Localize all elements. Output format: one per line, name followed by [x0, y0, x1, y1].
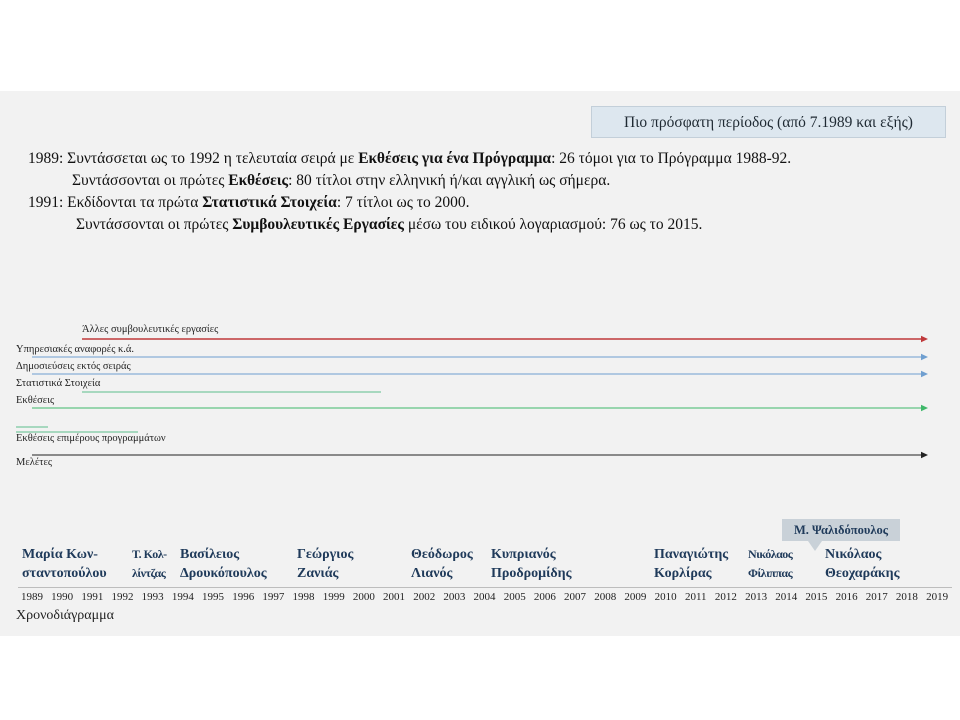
chronology-highlight: Στατιστικά Στοιχεία: [202, 194, 337, 211]
director-name: [654, 545, 728, 583]
director-name-line: Νικόλαος: [825, 547, 882, 562]
chronology-text-part: : 26 τόμοι για το Πρόγραμμα 1988-92.: [551, 150, 792, 167]
axis-title: Χρονοδιάγραμμα: [16, 608, 114, 623]
year-tick-label: 1995: [202, 591, 225, 603]
chronology-text-part: 1989: Συντάσσεται ως το 1992 η τελευταία σειρά με: [28, 150, 359, 167]
director-name: [22, 545, 107, 583]
year-tick-label: 2018: [895, 591, 918, 603]
year-tick-label: 2012: [714, 591, 737, 603]
year-tick-label: 2017: [865, 591, 888, 603]
year-tick-label: 1991: [81, 591, 104, 603]
chronology-highlight: Εκθέσεις για ένα Πρόγραμμα: [358, 150, 552, 167]
director-name-line: Νικόλαος: [748, 547, 793, 561]
lane-label: Δημοσιεύσεις εκτός σειράς: [16, 361, 131, 372]
director-name: [748, 545, 792, 583]
year-tick-label: 1989: [21, 591, 43, 603]
chronology-highlight: Συμβουλευτικές Εργασίες: [232, 216, 404, 233]
director-name-line: Δρουκόπουλος: [180, 566, 267, 581]
year-tick-label: 2019: [926, 591, 949, 603]
lane-label: Εκθέσεις επιμέρους προγραμμάτων: [16, 433, 166, 444]
year-tick-label: 2006: [533, 591, 556, 603]
year-tick-label: 2003: [443, 591, 466, 603]
director-name-line: Μαρία Κων-: [22, 547, 98, 562]
director-name: [180, 545, 267, 583]
director-name-line: Λιανός: [411, 566, 453, 581]
year-tick-label: 1999: [322, 591, 345, 603]
director-name-line: Τ. Κολ-: [132, 547, 167, 561]
year-axis-line: [18, 587, 952, 588]
year-tick-label: 2014: [775, 591, 798, 603]
chronology-highlight: Εκθέσεις: [228, 172, 289, 189]
year-tick-label: 1990: [51, 591, 74, 603]
year-tick-label: 2015: [805, 591, 828, 603]
year-tick-label: 2002: [413, 591, 436, 603]
year-tick-label: 2008: [594, 591, 617, 603]
year-tick-label: 2013: [745, 591, 768, 603]
director-name-line: σταντοπούλου: [22, 566, 107, 581]
director-name-line: Φίλιππας: [748, 566, 793, 580]
year-tick-label: 2005: [503, 591, 526, 603]
director-name: [297, 545, 353, 583]
lane-arrowhead: [921, 354, 928, 360]
director-name: [825, 545, 900, 583]
period-box: Πιο πρόσφατη περίοδος (από 7.1989 και εξής): [591, 106, 946, 138]
director-name-line: Θεόδωρος: [411, 547, 473, 562]
director-name-line: Παναγιώτης: [654, 547, 729, 562]
director-name-line: Θεοχαράκης: [825, 566, 900, 581]
year-tick-label: 1998: [292, 591, 315, 603]
lane-arrowhead: [921, 336, 928, 342]
director-name: [491, 545, 572, 583]
lane-label: Μελέτες: [16, 457, 53, 468]
director-name-line: Γεώργιος: [297, 547, 354, 562]
chronology-text-part: μέσω του ειδικού λογαριασμού: 76 ως το 2015.: [403, 216, 703, 233]
lane-label: Άλλες συμβουλευτικές εργασίες: [82, 324, 219, 335]
director-name: [411, 545, 473, 583]
director-name-line: λίντζας: [132, 566, 166, 580]
chronology-text-part: : 7 τίτλοι ως το 2000.: [336, 194, 470, 211]
chronology-text-part: 1991: Εκδίδονται τα πρώτα: [28, 194, 203, 211]
director-name-line: Προδρομίδης: [491, 566, 572, 581]
year-tick-label: 2016: [835, 591, 858, 603]
year-tick-label: 1992: [111, 591, 134, 603]
lane-label: Στατιστικά Στοιχεία: [16, 378, 101, 389]
chronology-text-part: Συντάσσονται οι πρώτες: [76, 216, 233, 233]
lane-arrowhead: [921, 405, 928, 411]
year-tick-label: 1994: [171, 591, 194, 603]
lane-arrowhead: [921, 371, 928, 377]
year-tick-label: 2000: [352, 591, 375, 603]
lane-arrowhead: [921, 452, 928, 458]
lane-label: Εκθέσεις: [16, 395, 55, 406]
year-tick-label: 1996: [232, 591, 255, 603]
chronology-text-part: : 80 τίτλοι στην ελληνική ή/και αγγλική ως σήμερα.: [288, 172, 611, 189]
year-tick-label: 2010: [654, 591, 677, 603]
year-tick-label: 2011: [684, 591, 707, 603]
director-name-line: Βασίλειος: [180, 547, 240, 562]
year-tick-label: 2004: [473, 591, 496, 603]
year-tick-label: 2007: [564, 591, 587, 603]
director-name: [132, 545, 167, 583]
year-tick-label: 2001: [383, 591, 406, 603]
director-name-line: Κυπριανός: [491, 547, 556, 562]
director-name-line: Κορλίρας: [654, 566, 712, 581]
year-tick-label: 1997: [262, 591, 285, 603]
lane-label: Υπηρεσιακές αναφορές κ.ά.: [16, 344, 135, 355]
year-tick-label: 2009: [624, 591, 647, 603]
callout-tail: [808, 541, 822, 551]
year-tick-label: 1993: [141, 591, 164, 603]
director-name-line: Ζανιάς: [297, 566, 339, 581]
chronology-text-part: Συντάσσονται οι πρώτες: [72, 172, 229, 189]
callout-label: Μ. Ψαλιδόπουλος: [782, 519, 900, 541]
